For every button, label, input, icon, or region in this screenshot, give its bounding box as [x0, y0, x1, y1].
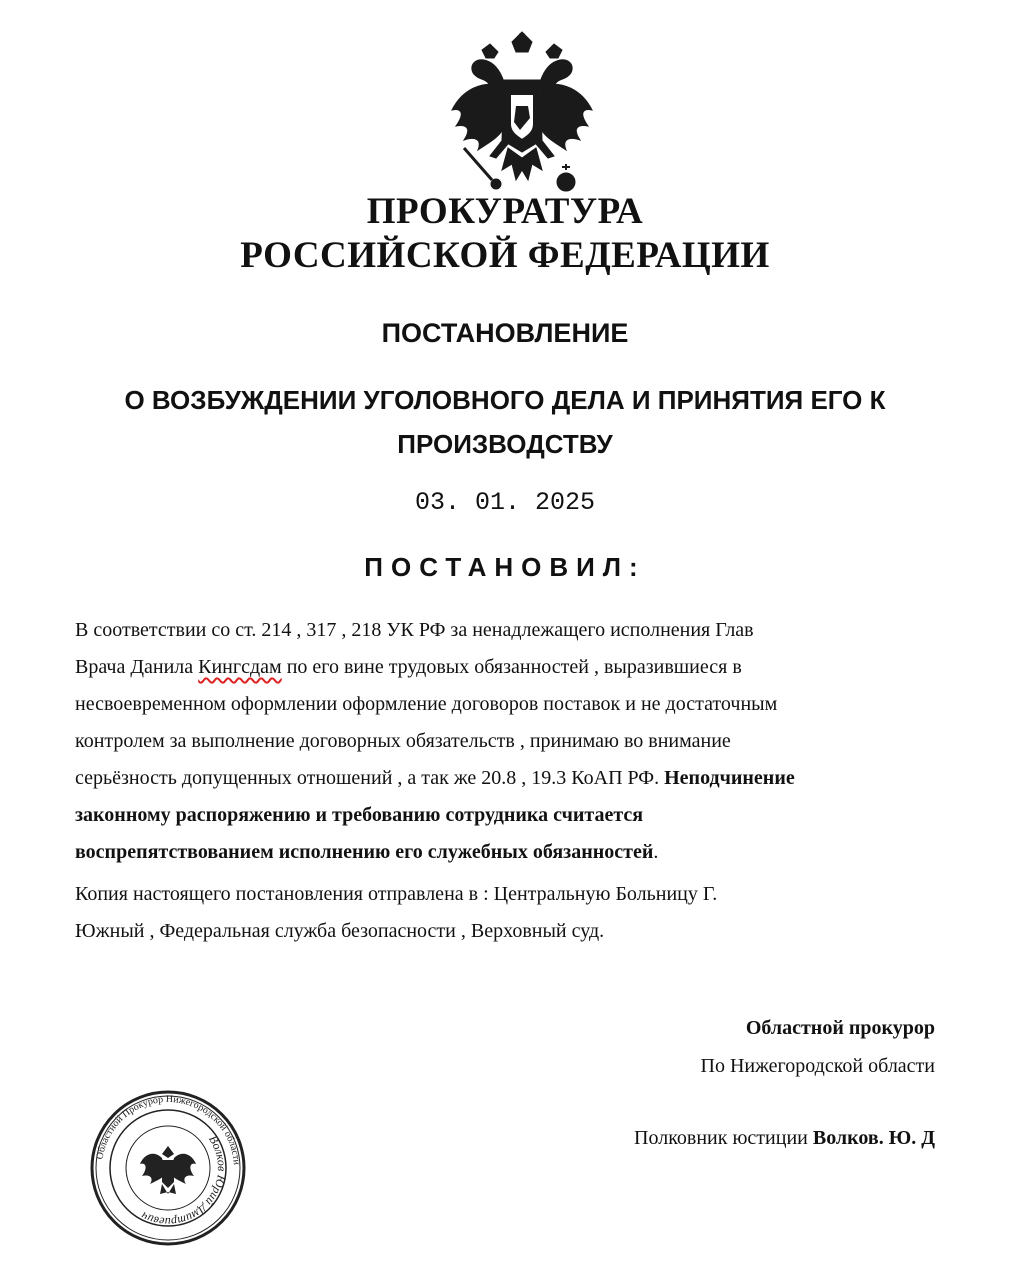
- stamp-inner-text: Волков Юрий Дмитриевич: [138, 1132, 230, 1230]
- signatory-rank-name: Полковник юстиции Волков. Ю. Д: [634, 1127, 935, 1149]
- double-headed-eagle-icon: [442, 30, 602, 208]
- official-seal-stamp: [88, 1088, 248, 1248]
- organization-name-line2: РОССИЙСКОЙ ФЕДЕРАЦИИ: [240, 235, 770, 276]
- copy-line: Южный , Федеральная служба безопасности , Верховный суд.: [75, 920, 605, 942]
- document-subject-line2: ПРОИЗВОДСТВУ: [397, 429, 613, 459]
- body-line: воспрепятствованием исполнению его служебных обязанностей.: [75, 841, 659, 863]
- body-line: Врача Данила Кингсдам по его вине трудовых обязанностей , выразившиеся в: [75, 656, 742, 678]
- resolved-heading: ПОСТАНОВИЛ:: [364, 552, 646, 582]
- decree-body-paragraph: [75, 612, 940, 871]
- body-line: несвоевременном оформлении оформление договоров поставок и не достаточным: [75, 693, 778, 715]
- body-line: контролем за выполнение договорных обязательств , принимаю во внимание: [75, 730, 731, 752]
- signatory-name: Волков. Ю. Д: [812, 1127, 935, 1149]
- body-line: законному распоряжению и требованию сотрудника считается: [75, 804, 644, 826]
- body-line: В соответствии со ст. 214 , 317 , 218 УК РФ за ненадлежащего исполнения Глав: [75, 619, 754, 641]
- stamp-eagle-icon: [140, 1146, 196, 1194]
- copy-line: Копия настоящего постановления отправлена в : Центральную Больницу Г.: [75, 883, 718, 905]
- document-subject: [60, 378, 950, 466]
- misspelled-name: Кингсдам: [198, 656, 282, 678]
- signatory-region: По Нижегородской области: [700, 1055, 935, 1077]
- document-date: 03. 01. 2025: [414, 488, 596, 517]
- organization-name-line1: ПРОКУРАТУРА: [366, 191, 644, 232]
- signatory-title: Областной прокурор: [745, 1017, 935, 1039]
- document-title: ПОСТАНОВЛЕНИЕ: [381, 318, 629, 348]
- body-line: серьёзность допущенных отношений , а так же 20.8 , 19.3 КоАП РФ. Неподчинение: [75, 767, 795, 789]
- copy-recipients-paragraph: [75, 876, 940, 950]
- stamp-outer-text: Областной Прокурор Нижегородской области: [94, 1093, 242, 1166]
- document-subject-line1: О ВОЗБУЖДЕНИИ УГОЛОВНОГО ДЕЛА И ПРИНЯТИЯ ЕГО К: [124, 385, 886, 415]
